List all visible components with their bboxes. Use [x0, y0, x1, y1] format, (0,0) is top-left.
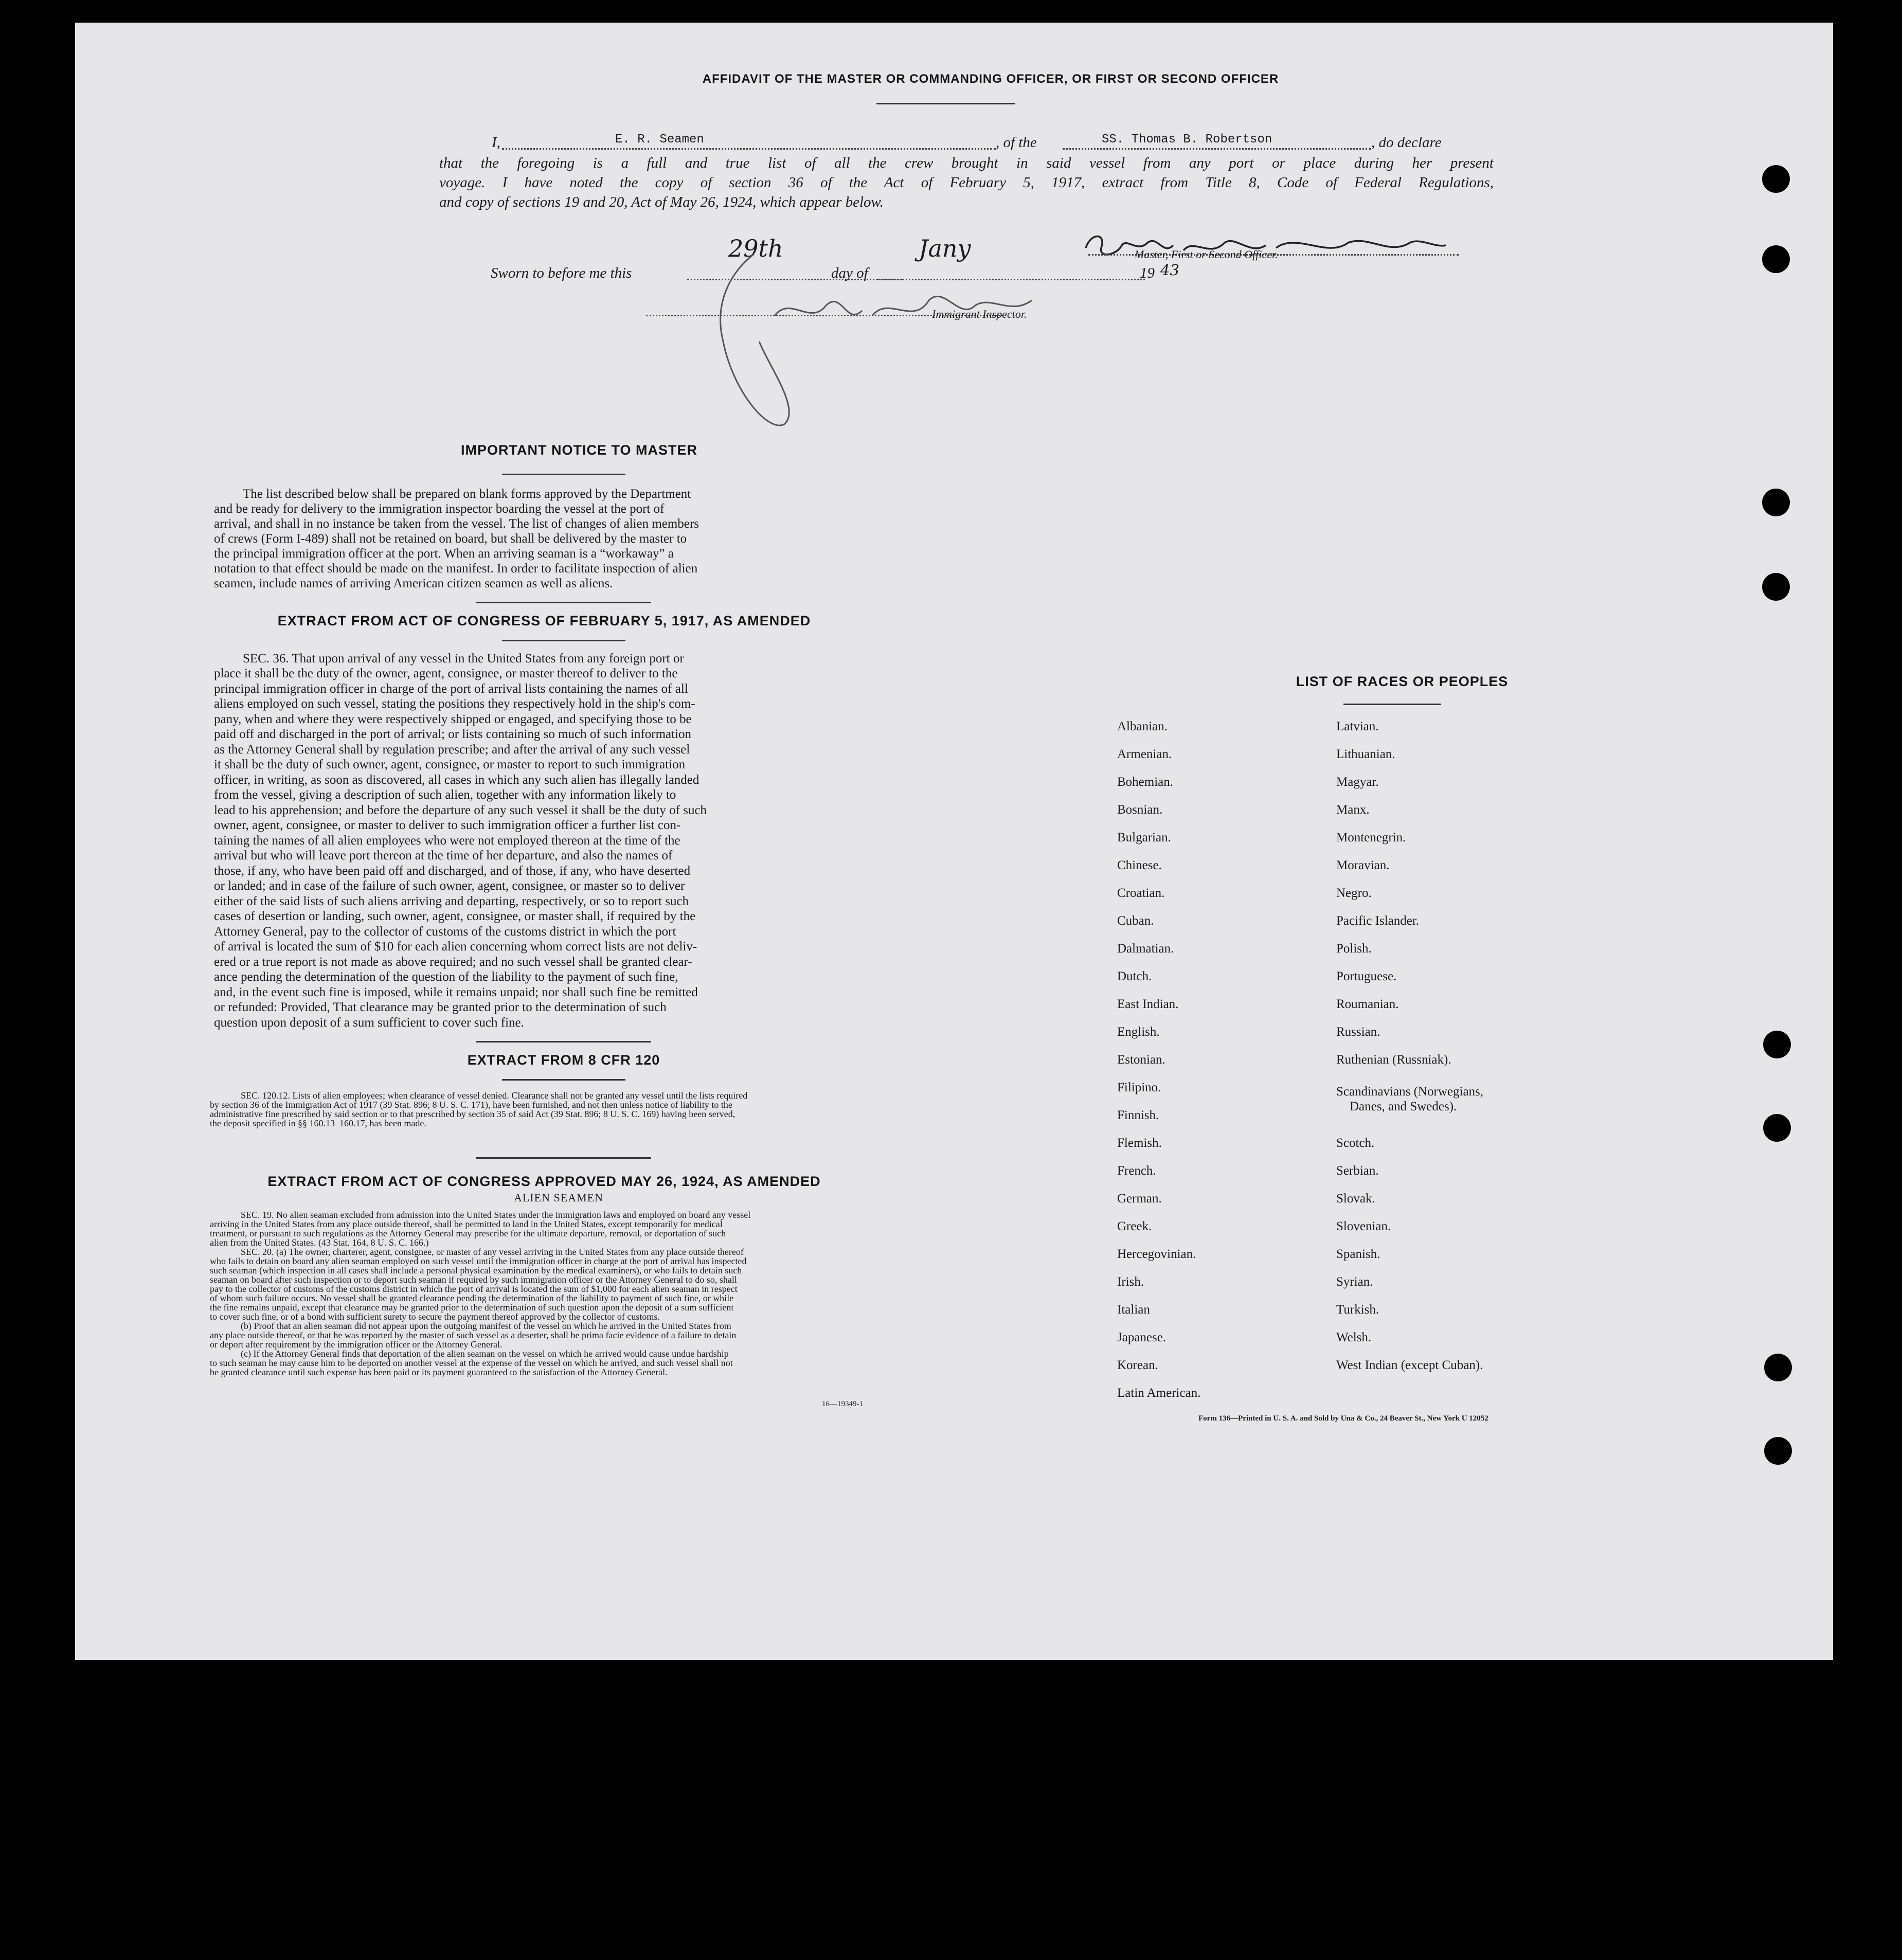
- act1917-line: of arrival is located the sum of $10 for each alien concerning whom correct lists are not deliv-: [214, 940, 697, 954]
- punch-hole: [1763, 1114, 1791, 1142]
- day-of-label: day of: [831, 265, 868, 281]
- race-item: Moravian.: [1336, 858, 1390, 872]
- punch-hole: [1762, 489, 1790, 516]
- act1917-line: ance pending the determination of the question of the liability to the payment of such fine,: [214, 970, 678, 984]
- cfr-title-rule: [502, 1079, 625, 1081]
- race-item: Negro.: [1336, 886, 1372, 900]
- races-title-rule: [1343, 704, 1441, 705]
- master-caption: Master, First or Second Officer.: [1135, 248, 1278, 261]
- notice-line: arrival, and shall in no instance be taken from the vessel. The list of changes of alien members: [214, 517, 699, 531]
- race-item: Bosnian.: [1117, 803, 1163, 817]
- act1917-line: owner, agent, consignee, or master to deliver to such immigration officer a further list con-: [214, 818, 681, 832]
- race-item: Bulgarian.: [1117, 831, 1171, 844]
- notice-title-rule: [502, 474, 625, 475]
- act1917-line: those, if any, who have been paid off and discharged, and of those, if any, who have deserted: [214, 864, 691, 878]
- officer-name-line: [502, 148, 996, 150]
- affidavit-title: AFFIDAVIT OF THE MASTER OR COMMANDING OFFICER, OR FIRST OR SECOND OFFICER: [702, 72, 1279, 86]
- act1917-line: taining the names of all alien employees who were not employed thereon at the time of the: [214, 834, 680, 848]
- race-item: Bohemian.: [1117, 775, 1174, 789]
- race-item: French.: [1117, 1164, 1156, 1178]
- act1917-line: place it shall be the duty of the owner, agent, consignee, or master thereof to deliver to the: [214, 667, 678, 680]
- race-item: Ruthenian (Russniak).: [1336, 1053, 1451, 1067]
- race-item: Pacific Islander.: [1336, 914, 1420, 928]
- act1917-line: cases of desertion or landing, such owner, agent, consignee, or master shall, if required by the: [214, 909, 696, 923]
- punch-hole: [1763, 1031, 1791, 1058]
- affidavit-of-the-label: , of the: [996, 134, 1037, 151]
- race-item: Scandinavians (Norwegians,: [1336, 1085, 1484, 1099]
- act1924-line: to cover such fine, or of a bond with sufficient surety to secure the payment thereof approved by the collector of customs.: [210, 1311, 660, 1322]
- act1924-form-number: 16—19349-1: [822, 1400, 863, 1408]
- race-item: Welsh.: [1336, 1330, 1372, 1344]
- race-item: Turkish.: [1336, 1303, 1379, 1317]
- act1917-title-rule: [502, 640, 625, 641]
- race-item: Dutch.: [1117, 969, 1152, 983]
- act1917-end-rule: [476, 1041, 651, 1042]
- notice-line: and be ready for delivery to the immigration inspector boarding the vessel at the port of: [214, 502, 665, 516]
- notice-line: The list described below shall be prepared on blank forms approved by the Department: [243, 487, 691, 501]
- notice-line: notation to that effect should be made on the manifest. In order to facilitate inspection of alien: [214, 562, 698, 576]
- vessel-name-line: [1063, 148, 1371, 150]
- act1917-line: arrival but who will leave port thereon at the time of her departure, and also the names of: [214, 849, 673, 862]
- affidavit-i-label: I,: [492, 134, 500, 151]
- race-item: East Indian.: [1117, 997, 1179, 1011]
- race-item: Manx.: [1336, 803, 1370, 817]
- act1917-line: from the vessel, giving a description of such alien, together with any information likely to: [214, 788, 676, 802]
- race-item: Japanese.: [1117, 1330, 1167, 1344]
- vessel-name: SS. Thomas B. Robertson: [1102, 133, 1272, 147]
- act1924-line: be granted clearance until such expense has been paid or its payment guaranteed to the satisfaction of the Attorney General.: [210, 1367, 668, 1377]
- race-item: Serbian.: [1336, 1164, 1379, 1178]
- act1924-line: treatment, or pursuant to such regulations as the Attorney General may prescribe for the ultimate departure, removal, or deportation of such: [210, 1228, 726, 1238]
- act1924-title: EXTRACT FROM ACT OF CONGRESS APPROVED MAY 26, 1924, AS AMENDED: [267, 1174, 821, 1189]
- race-item: Armenian.: [1117, 747, 1172, 761]
- act1924-line: of whom such failure occurs. No vessel shall be granted clearance pending the determination of the liability to payment of such fine, or while: [210, 1293, 734, 1303]
- race-item: Portuguese.: [1336, 969, 1397, 983]
- affidavit-title-rule: [876, 103, 1015, 104]
- race-item: Dalmatian.: [1117, 942, 1174, 956]
- act1917-line: Attorney General, pay to the collector of customs of the customs district in which the port: [214, 925, 676, 939]
- act1924-line: any place outside thereof, or that he was reported by the master of such vessel as a deserter, shall be prima facie evidence of a failure to detain: [210, 1330, 737, 1340]
- race-item: Danes, and Swedes).: [1350, 1100, 1457, 1113]
- act1917-line: question upon deposit of a sum sufficient to cover such fine.: [214, 1016, 524, 1030]
- notice-line: of crews (Form I-489) shall not be retained on board, but shall be delivered by the master to: [214, 532, 687, 546]
- act1917-line: lead to his apprehension; and before the departure of any such vessel it shall be the duty of such: [214, 803, 707, 817]
- act1917-line: ered or a true report is not made as above required; and no such vessel shall be granted clear-: [214, 955, 692, 969]
- race-item: Latvian.: [1336, 720, 1379, 733]
- sworn-day: 29th: [728, 235, 783, 262]
- printer-footer: Form 136—Printed in U. S. A. and Sold by Una & Co., 24 Beaver St., New York U 12052: [1198, 1414, 1488, 1423]
- notice-end-rule: [476, 602, 651, 603]
- race-item: Roumanian.: [1336, 997, 1399, 1011]
- act1917-line: pany, when and where they were respectively shipped or engaged, and specifying those to be: [214, 712, 692, 726]
- officer-name: E. R. Seamen: [615, 133, 704, 147]
- race-item: Polish.: [1336, 942, 1372, 956]
- punch-hole: [1764, 1354, 1792, 1381]
- act1917-line: aliens employed on such vessel, stating the positions they respectively hold in the ship's com-: [214, 697, 695, 711]
- sworn-label: Sworn to before me this: [491, 265, 632, 281]
- notice-line: seamen, include names of arriving American citizen seamen as well as aliens.: [214, 577, 613, 590]
- act1924-line: or deport after requirement by the immigration officer or the Attorney General.: [210, 1339, 503, 1350]
- act1917-line: either of the said lists of such aliens arriving and departing, respectively, or so to report such: [214, 894, 689, 908]
- race-item: German.: [1117, 1192, 1162, 1206]
- affidavit-declare-label: , do declare: [1371, 134, 1442, 151]
- act1917-line: paid off and discharged in the port of arrival; or lists containing so much of such information: [214, 727, 692, 741]
- affidavit-text-line-1: that the foregoing is a full and true list of all the crew brought in said vessel from any port or place during her present: [439, 155, 1494, 171]
- act1917-line: SEC. 36. That upon arrival of any vessel in the United States from any foreign port or: [243, 652, 684, 666]
- act1917-line: as the Attorney General shall by regulation prescribe; and after the arrival of any such vessel: [214, 743, 690, 757]
- race-item: Scotch.: [1336, 1136, 1375, 1150]
- race-item: Flemish.: [1117, 1136, 1162, 1150]
- race-item: Irish.: [1117, 1275, 1144, 1289]
- affidavit-text-line-2: voyage. I have noted the copy of section 36 of the Act of February 5, 1917, extract from Title 8, Code of Federal Regulations,: [439, 174, 1494, 191]
- act1924-line: (b) Proof that an alien seaman did not appear upon the outgoing manifest of the vessel on which he arrived in the United States from: [241, 1321, 731, 1331]
- act1924-line: SEC. 20. (a) The owner, charterer, agent, consignee, or master of any vessel arriving in the United States from any place outside thereof: [241, 1247, 744, 1257]
- race-item: Cuban.: [1117, 914, 1154, 928]
- act1917-line: or refunded: Provided, That clearance may be granted prior to the determination of such: [214, 1000, 667, 1014]
- act1917-line: officer, in writing, as soon as discovered, all cases in which any such alien has illegally landed: [214, 773, 699, 787]
- race-item: Hercegovinian.: [1117, 1247, 1196, 1261]
- race-item: Russian.: [1336, 1025, 1380, 1039]
- race-item: English.: [1117, 1025, 1160, 1039]
- act1924-line: pay to the collector of customs of the customs district in which the port of arrival is located the sum of $1,000 for each alien seaman in respect: [210, 1284, 738, 1294]
- cfr-line: administrative fine prescribed by said section or to that prescribed by section 35 of said Act (39 Stat. 896; 8 U. S. C. 169) having been served,: [210, 1109, 735, 1119]
- act1924-line: arriving in the United States from any place outside thereof, shall be permitted to land in the United States, except temporarily for medical: [210, 1219, 723, 1229]
- race-item: Croatian.: [1117, 886, 1165, 900]
- cfr-line: SEC. 120.12. Lists of alien employees; when clearance of vessel denied. Clearance shall not be granted any vessel until the lists required: [241, 1090, 748, 1101]
- punch-hole: [1762, 245, 1790, 273]
- punch-hole: [1762, 573, 1790, 601]
- act1924-line: SEC. 19. No alien seaman excluded from admission into the United States under the immigration laws and employed on board any vessel: [241, 1210, 751, 1220]
- race-item: Montenegrin.: [1336, 831, 1406, 844]
- sworn-month: Jany: [919, 235, 971, 262]
- act1917-line: principal immigration officer in charge of the port of arrival lists containing the names of all: [214, 682, 688, 696]
- cfr-line: by section 36 of the Immigration Act of 1917 (39 Stat. 896; 8 U. S. C. 171), have been furnished, and not then unless notice of liability to the: [210, 1100, 732, 1110]
- act1924-line: alien from the United States. (43 Stat. 164, 8 U. S. C. 166.): [210, 1237, 429, 1248]
- race-item: Magyar.: [1336, 775, 1379, 789]
- race-item: Syrian.: [1336, 1275, 1373, 1289]
- act1924-line: the fine remains unpaid, except that clearance may be granted prior to the determination of such question upon the deposit of a sum sufficient: [210, 1302, 734, 1312]
- race-item: Latin American.: [1117, 1386, 1201, 1400]
- notice-line: the principal immigration officer at the port. When an arriving seaman is a “workaway” a: [214, 547, 674, 561]
- race-item: Greek.: [1117, 1219, 1152, 1233]
- race-item: Albanian.: [1117, 720, 1168, 733]
- affidavit-text-line-3: and copy of sections 19 and 20, Act of May 26, 1924, which appear below.: [439, 194, 884, 210]
- act1917-line: and, in the event such fine is imposed, while it remains unpaid; nor shall such fine be remitted: [214, 985, 698, 999]
- year-prefix: 19: [1140, 265, 1155, 281]
- cfr-title: EXTRACT FROM 8 CFR 120: [467, 1052, 660, 1068]
- race-item: Finnish.: [1117, 1108, 1159, 1122]
- races-title: LIST OF RACES OR PEOPLES: [1296, 674, 1509, 689]
- act1917-line: or landed; and in case of the failure of such owner, agent, consignee, or master so to deliver: [214, 879, 685, 893]
- race-item: Filipino.: [1117, 1081, 1161, 1094]
- race-item: Estonian.: [1117, 1053, 1165, 1067]
- notice-title: IMPORTANT NOTICE TO MASTER: [461, 442, 697, 458]
- punch-hole: [1764, 1437, 1792, 1465]
- race-item: Lithuanian.: [1336, 747, 1395, 761]
- act1924-line: to such seaman he may cause him to be deported on another vessel at the expense of the vessel on which he arrived, and such vessel shall not: [210, 1358, 733, 1368]
- act1924-line: (c) If the Attorney General finds that deportation of the alien seaman on the vessel on which he arrived would cause undue hardship: [241, 1348, 729, 1359]
- year-suffix: 43: [1160, 261, 1179, 279]
- race-item: Korean.: [1117, 1358, 1158, 1372]
- act1917-title: EXTRACT FROM ACT OF CONGRESS OF FEBRUARY 5, 1917, AS AMENDED: [277, 613, 811, 628]
- cfr-end-rule: [476, 1157, 651, 1159]
- race-item: Italian: [1117, 1303, 1150, 1317]
- act1924-subtitle: ALIEN SEAMEN: [514, 1191, 603, 1204]
- act1924-line: such seaman (which inspection in all cases shall include a personal physical examination by the medical examiners), or who fails to detain such: [210, 1265, 742, 1275]
- race-item: Slovak.: [1336, 1192, 1375, 1206]
- document-page: [75, 23, 1833, 1660]
- inspector-signature: [692, 235, 1083, 455]
- race-item: Chinese.: [1117, 858, 1162, 872]
- race-item: Slovenian.: [1336, 1219, 1391, 1233]
- inspector-caption: Immigrant Inspector.: [932, 308, 1027, 320]
- act1917-line: it shall be the duty of such owner, agent, consignee, or master to report to such immigration: [214, 758, 686, 771]
- cfr-line: the deposit specified in §§ 160.13–160.17, has been made.: [210, 1118, 426, 1128]
- race-item: Spanish.: [1336, 1247, 1380, 1261]
- race-item: West Indian (except Cuban).: [1336, 1358, 1483, 1372]
- punch-hole: [1762, 165, 1790, 193]
- act1924-line: seaman on board after such inspection or to deport such seaman if required by such immigration officer or the Attorney General to do so, shall: [210, 1274, 737, 1285]
- act1924-line: who fails to detain on board any alien seaman employed on such vessel until the immigration officer in charge at the port of arrival has inspected: [210, 1256, 747, 1266]
